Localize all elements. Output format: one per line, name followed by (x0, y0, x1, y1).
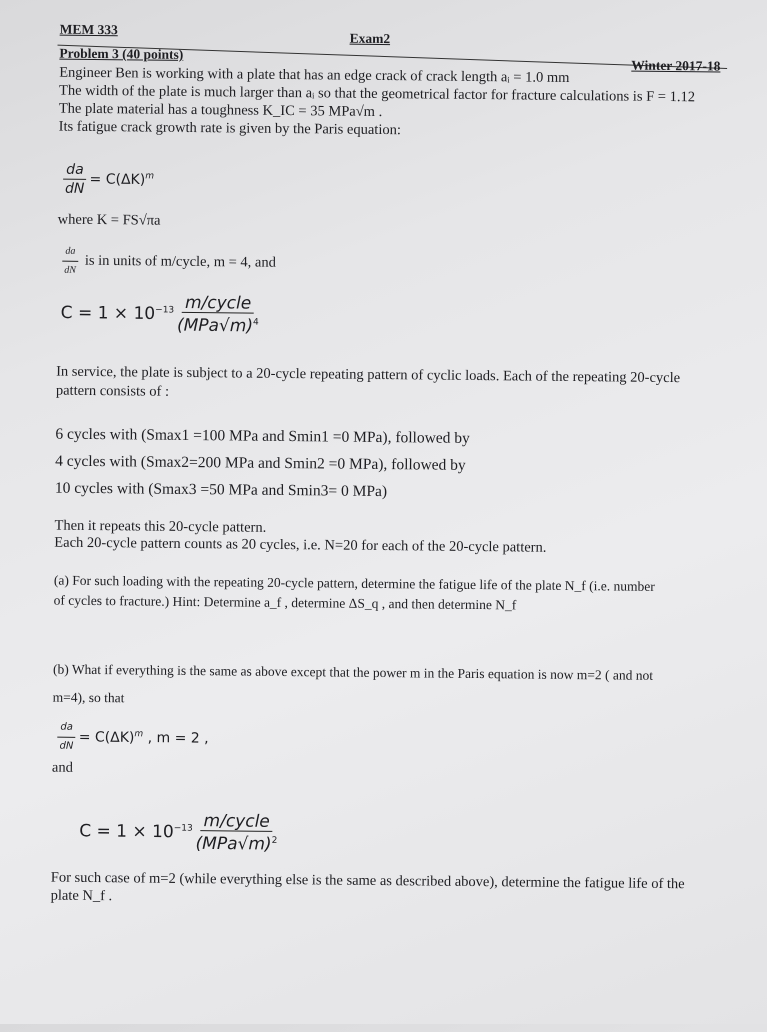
paris-rhs: = C(ΔK) (78, 729, 135, 746)
c-lhs: C = 1 × 10 (79, 821, 174, 843)
closing-line-1: For such case of m=2 (while everything else is the same as described above), determine the fatigue life of the (50, 869, 685, 893)
c-exponent: −13 (155, 305, 175, 316)
fraction-denominator: (MPa√m) (195, 833, 272, 855)
dadn-fraction (63, 161, 87, 198)
repeat-line-2: Each 20-cycle pattern counts as 20 cycles, i.e. N=20 for each of the 20-cycle pattern. (54, 534, 547, 556)
course-code: MEM 333 (59, 21, 118, 38)
cycle-block-1: 6 cycles with (Smax1 =100 MPa and Smin1 =0 MPa), followed by (55, 425, 470, 447)
fraction-denominator: dN (64, 180, 85, 197)
c-units-fraction (196, 812, 278, 854)
fraction-denominator: dN (59, 740, 74, 752)
and-label: and (51, 759, 73, 776)
paris-rhs: = C(ΔK) (89, 171, 146, 189)
part-a-line-1: (a) For such loading with the repeating 20-cycle pattern, determine the fatigue life of the plate N_f (i.e. number (53, 572, 655, 594)
intro-line-3: The plate material has a toughness K_IC = 35 MPa√m . (58, 100, 383, 121)
c-exponent: −13 (173, 823, 193, 834)
part-b-c-constant-equation (79, 811, 281, 854)
denominator-exponent: 4 (253, 317, 259, 328)
service-line-2: pattern consists of : (55, 382, 170, 400)
intro-line-4: Its fatigue crack growth rate is given by the Paris equation: (58, 118, 402, 139)
c-constant-equation (61, 293, 263, 336)
part-b-line-1: (b) What if everything is the same as above except that the power m in the Paris equation is now m=2 ( and not (52, 661, 654, 683)
fraction-numerator: m/cycle (182, 294, 254, 314)
closing-line-2: plate N_f . (50, 887, 113, 905)
paris-exponent: m (134, 729, 144, 740)
denominator-exponent: 2 (271, 835, 278, 846)
cycle-block-2: 4 cycles with (Smax2=200 MPa and Smin2 =0 MPa), followed by (55, 452, 466, 474)
fraction-numerator: da (62, 243, 78, 262)
c-lhs: C = 1 × 10 (60, 302, 156, 324)
c-units-fraction (177, 294, 259, 336)
dadn-small-fraction (57, 719, 76, 756)
cycle-block-3: 10 cycles with (Smax3 =50 MPa and Smin3= 0 MPa) (54, 479, 388, 501)
dadn-small-fraction (62, 243, 78, 280)
m-value: , m = 2 , (143, 730, 209, 747)
stress-intensity-definition: where K = FS√πa (57, 211, 161, 229)
term-label: Winter 2017-18 (631, 57, 721, 74)
fraction-numerator: m/cycle (200, 812, 272, 832)
fraction-numerator: da (63, 161, 87, 180)
exam-title: Exam2 (349, 30, 391, 47)
part-b-paris-equation (54, 719, 209, 758)
intro-line-2: The width of the plate is much larger than aᵢ so that the geometrical factor for fracture calculations is F = 1.12 (58, 82, 696, 106)
problem-title: Problem 3 (40 points) (59, 45, 184, 62)
repeat-line-1: Then it repeats this 20-cycle pattern. (54, 517, 267, 536)
service-line-1: In service, the plate is subject to a 20-cycle repeating pattern of cyclic loads. Each of the repeating 20-cycle (56, 363, 681, 387)
fraction-numerator: da (57, 719, 76, 738)
paris-equation (60, 161, 154, 199)
units-line (59, 243, 276, 282)
fraction-denominator: dN (64, 264, 77, 276)
intro-line-1: Engineer Ben is working with a plate that has an edge crack of crack length aᵢ = 1.0 mm (59, 64, 570, 86)
fraction-denominator: (MPa√m) (176, 315, 254, 337)
part-a-line-2: of cycles to fracture.) Hint: Determine a_f , determine ΔS_q , and then determine N_f (53, 592, 517, 613)
part-b-line-2: m=4), so that (52, 689, 125, 706)
units-text: is in units of m/cycle, m = 4, and (81, 252, 276, 271)
paris-exponent: m (145, 171, 155, 182)
